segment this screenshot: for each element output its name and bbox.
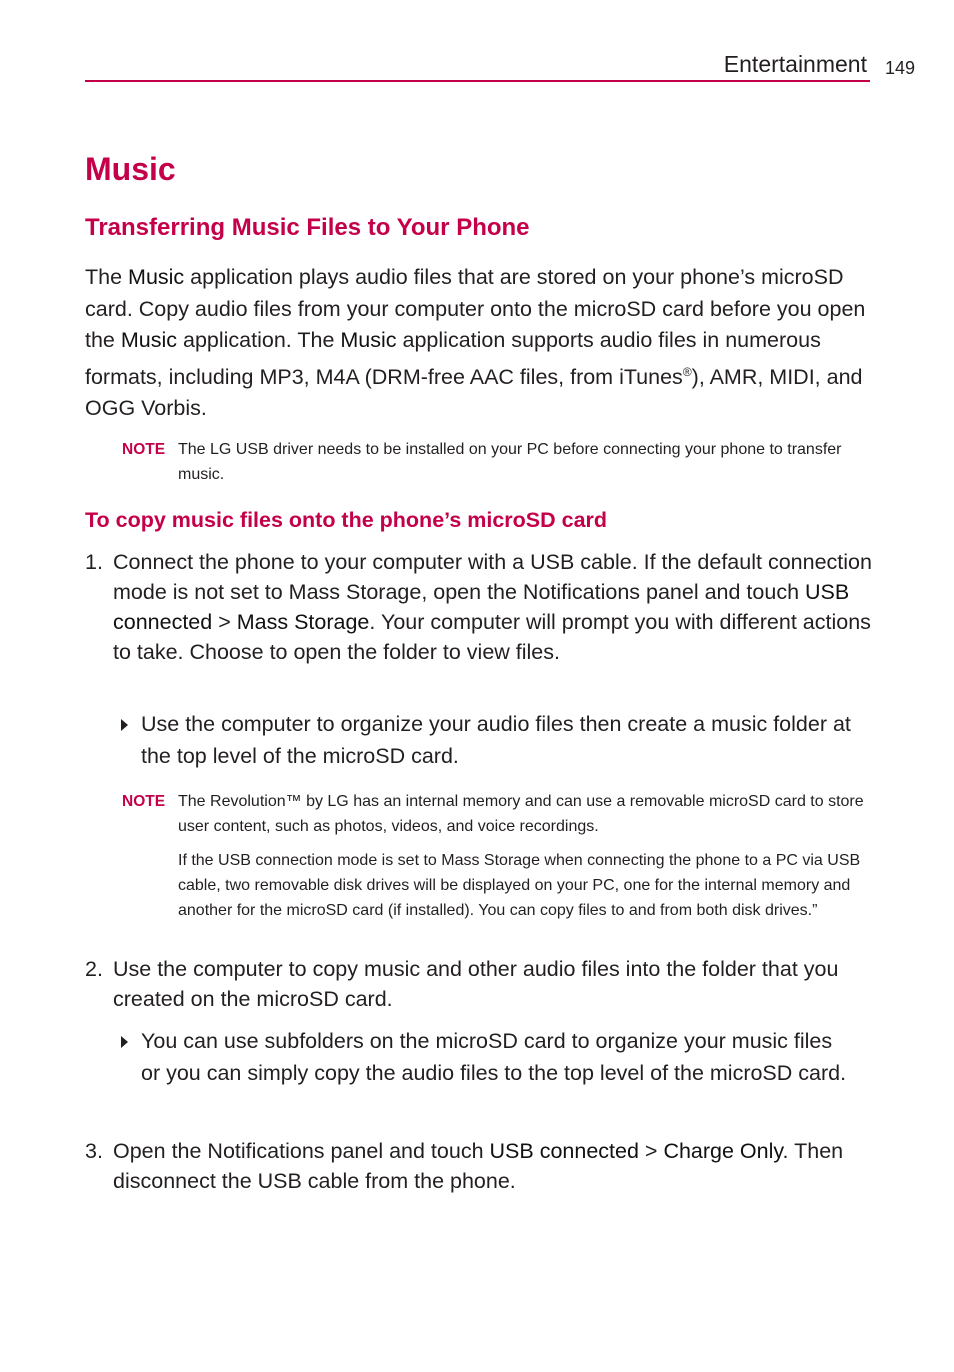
step-number: 2. bbox=[85, 957, 103, 981]
separator: > bbox=[638, 1139, 664, 1163]
note-text: If the USB connection mode is set to Mass Storage when connecting the phone to a PC via USB cable, two removable disk drives will be displayed on your PC, one for the internal memory and another for the microSD card (if installed). You can copy files to and from both disk drives.” bbox=[178, 852, 861, 919]
step-text: Use the computer to copy music and other audio files into the folder that you created on the microSD card. bbox=[113, 957, 839, 1011]
note-label: NOTE bbox=[122, 441, 166, 458]
bullet-1 bbox=[113, 709, 853, 772]
step-number: 1. bbox=[85, 550, 103, 574]
procedure-title: To copy music files onto the phone’s microSD card bbox=[85, 508, 608, 532]
intro-text: application plays audio files that are stored on your phone’s microSD card. Copy audio files from your computer onto the microSD card before you open the bbox=[85, 265, 866, 352]
intro-text: application supports audio files in numerous formats, including MP3, M4A (DRM-free AAC files, from iTunes bbox=[85, 328, 821, 389]
bullet-text: You can use subfolders on the microSD card to organize your music files or you can simply copy the audio files to the top level of the microSD card. bbox=[141, 1029, 847, 1085]
note-usb-driver bbox=[122, 437, 872, 487]
bullet-text: Use the computer to organize your audio files then create a music folder at the top level of the microSD card. bbox=[141, 712, 851, 768]
section-subtitle: Transferring Music Files to Your Phone bbox=[85, 214, 530, 241]
note-text: The LG USB driver needs to be installed on your PC before connecting your phone to transfer music. bbox=[178, 441, 842, 483]
intro-text: ), AMR, MIDI, and OGG Vorbis. bbox=[85, 364, 863, 421]
section-name: Entertainment bbox=[723, 51, 867, 77]
step-3 bbox=[85, 1136, 875, 1196]
page-title: Music bbox=[85, 151, 176, 187]
app-name-music: Music bbox=[128, 265, 185, 289]
menu-option-mass-storage: Mass Storage bbox=[236, 610, 370, 634]
step-number: 3. bbox=[85, 1139, 103, 1163]
step-text-part: Connect the phone to your computer with a USB cable. If the default connection mode is not set to Mass Storage, open the Notifications panel and touch bbox=[113, 550, 872, 604]
intro-text: application. The bbox=[177, 328, 341, 352]
separator: > bbox=[212, 610, 237, 634]
note-label: NOTE bbox=[122, 793, 166, 810]
running-header bbox=[0, 49, 954, 89]
bullet-2 bbox=[113, 1026, 853, 1089]
app-name-music: Music bbox=[340, 328, 397, 352]
step-text bbox=[113, 547, 875, 667]
intro-paragraph bbox=[85, 262, 875, 425]
menu-option-usb-connected: USB connected bbox=[113, 580, 850, 634]
header-divider bbox=[85, 80, 870, 82]
step-text-part: . Then disconnect the USB cable from the phone. bbox=[113, 1139, 844, 1193]
page-number: 149 bbox=[885, 58, 916, 78]
step-text-part: . Your computer will prompt you with different actions to take. Choose to open the folder to view files. bbox=[113, 610, 871, 664]
registered-mark: ® bbox=[682, 364, 692, 379]
bullet-arrow-icon bbox=[121, 719, 128, 731]
bullet-arrow-icon bbox=[121, 1036, 128, 1048]
step-1 bbox=[85, 547, 875, 667]
app-name-music: Music bbox=[120, 328, 178, 352]
step-text-part: Open the Notifications panel and touch bbox=[113, 1139, 490, 1163]
step-text bbox=[113, 1136, 875, 1196]
menu-option-charge-only: Charge Only bbox=[663, 1139, 783, 1163]
menu-option-usb-connected: USB connected bbox=[489, 1139, 639, 1163]
note-internal-memory bbox=[122, 789, 872, 923]
intro-text: The bbox=[85, 265, 129, 289]
step-2 bbox=[85, 954, 875, 1014]
note-text: The Revolution™ by LG has an internal memory and can use a removable microSD card to store user content, such as photos, videos, and voice recordings. bbox=[178, 793, 864, 835]
